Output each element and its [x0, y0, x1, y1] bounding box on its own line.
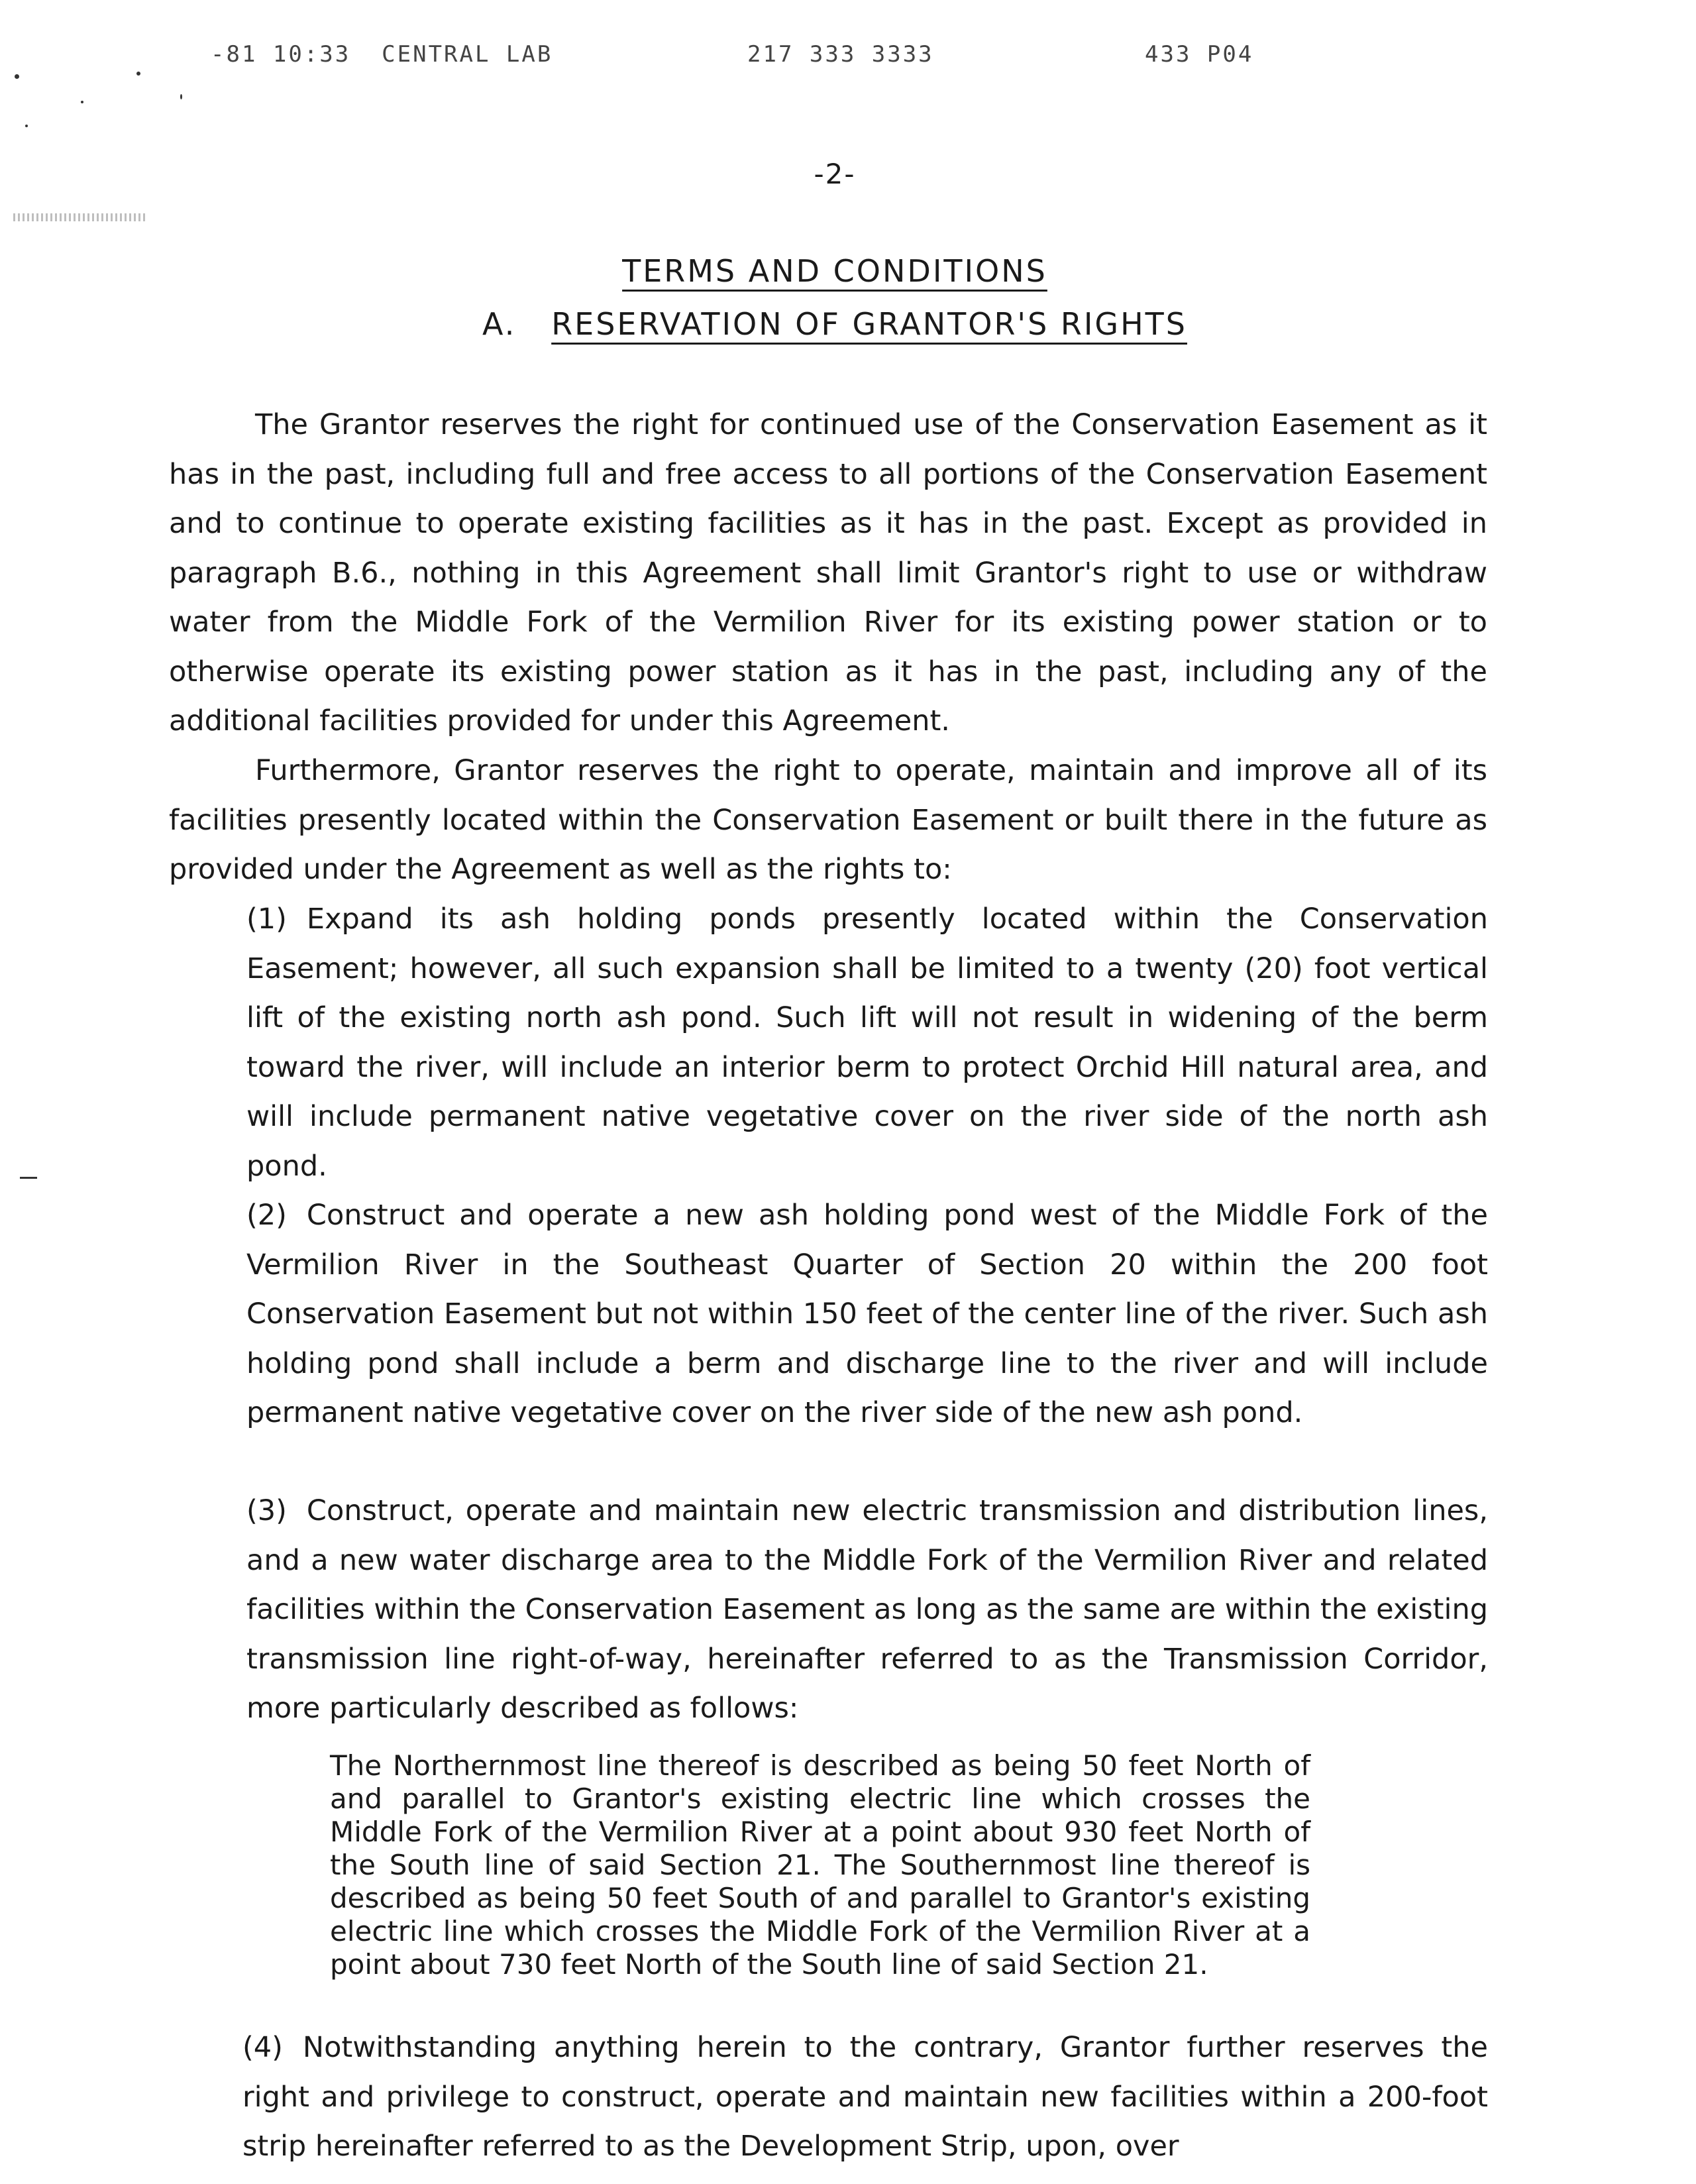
- list-item-number: (4): [242, 2031, 283, 2064]
- scan-speck: [136, 72, 140, 76]
- section-prefix: A.: [482, 306, 517, 342]
- scan-speck: [81, 101, 83, 103]
- fax-header: [0, 41, 1696, 74]
- fax-header-phone: 217 333 3333: [747, 41, 934, 68]
- list-item: [246, 1191, 1488, 1438]
- list-item-number: (2): [246, 1199, 287, 1232]
- list-item-text: Construct, operate and maintain new electric transmission and distribution lines, and a new water discharge area to the Middle Fork of the Vermilion River and related facilities within the Conservation Easement as long as the same are within the existing transmission line right-of-way, hereinafter referred to as the Transmission Corridor, more particularly described as follows:: [246, 1494, 1488, 1725]
- fax-header-page: 433 P04: [1145, 41, 1254, 68]
- section-title: RESERVATION OF GRANTOR'S RIGHTS: [551, 306, 1187, 342]
- paragraph-furthermore: Furthermore, Grantor reserves the right to operate, maintain and improve all of its facilities presently located within the Conservation Easement or built there in the future as provided under the Agreement as well as the rights to:: [169, 754, 1487, 886]
- document-title: [0, 253, 1670, 289]
- section-heading: [0, 306, 1670, 342]
- list-item: [246, 895, 1488, 1191]
- transmission-corridor-description: The Northernmost line thereof is described as being 50 feet North of and parallel to Grantor's existing electric line which crosses the Middle Fork of the Vermilion River at a point about 930 feet North of the South line of said Section 21. The Southernmost line thereof is described as being 50 feet South of and parallel to Grantor's existing electric line which crosses the Middle Fork of the Vermilion River at a point about 730 feet North of the South line of said Section 21.: [330, 1749, 1310, 1981]
- scan-speck: [180, 94, 182, 99]
- page-number: -2-: [814, 158, 856, 190]
- list-item: [242, 2023, 1488, 2171]
- list-item-text: Expand its ash holding ponds presently located within the Conservation Easement; however, all such expansion shall be limited to a twenty (20) foot vertical lift of the existing north ash pond. Such lift will not result in widening of the berm toward the river, will include an interior berm to protect Orchid Hill natural area, and will include permanent native vegetative cover on the river side of the north ash pond.: [246, 902, 1488, 1183]
- list-item-number: (1): [246, 902, 287, 936]
- document-title-text: TERMS AND CONDITIONS: [622, 253, 1047, 289]
- list-item-text: Construct and operate a new ash holding pond west of the Middle Fork of the Vermilion River in the Southeast Quarter of Section 20 within the 200 foot Conservation Easement but not within 150 feet of the center line of the river. Such ash holding pond shall include a berm and discharge line to the river and will include permanent native vegetative cover on the river side of the new ash pond.: [246, 1199, 1488, 1429]
- list-item-text: Notwithstanding anything herein to the contrary, Grantor further reserves the right and privilege to construct, operate and maintain new facilities within a 200-foot strip hereinafter referred to as the Development Strip, upon, over: [242, 2031, 1488, 2163]
- scan-speck: [25, 125, 28, 127]
- scan-speck: [15, 74, 19, 79]
- list-item: [246, 1486, 1488, 1733]
- list-item-number: (3): [246, 1494, 287, 1527]
- paragraph-grantor-reserves: The Grantor reserves the right for continued use of the Conservation Easement as it has in the past, including full and free access to all portions of the Conservation Easement and to continue to operate existing facilities as it has in the past. Except as provided in paragraph B.6., nothing in this Agreement shall limit Grantor's right to use or withdraw water from the Middle Fork of the Vermilion River for its existing power station or to otherwise operate its existing power station as it has in the past, including any of the additional facilities provided for under this Agreement.: [169, 408, 1487, 737]
- scan-noise: [13, 213, 146, 221]
- fax-header-left: -81 10:33 CENTRAL LAB: [211, 41, 553, 68]
- margin-mark: [20, 1177, 37, 1179]
